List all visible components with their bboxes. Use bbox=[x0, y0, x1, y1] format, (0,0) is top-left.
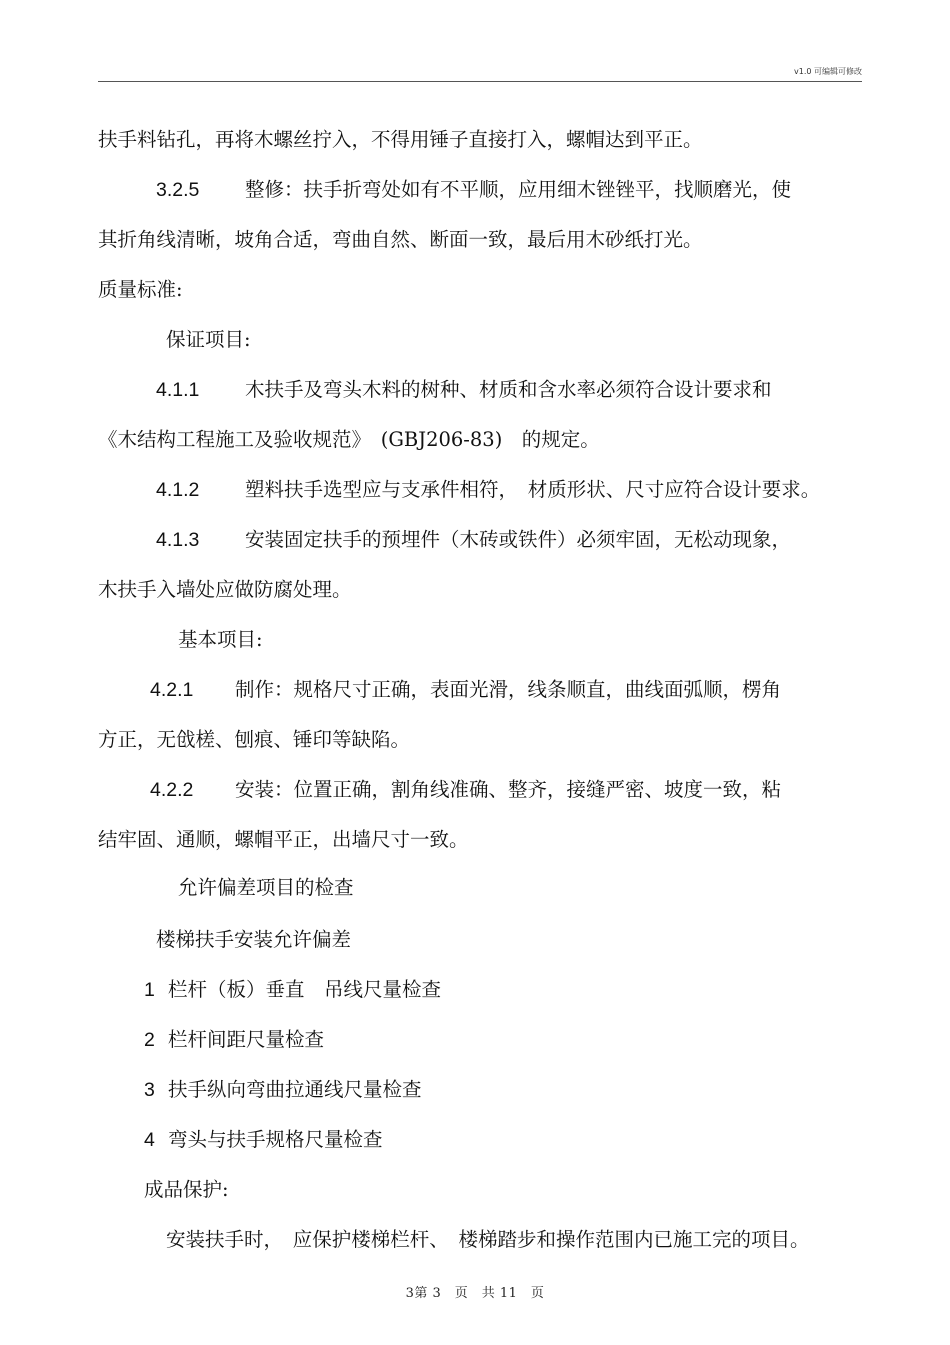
paragraph-line: 木扶手入墙处应做防腐处理。 bbox=[98, 578, 352, 601]
list-item-number: 4 bbox=[144, 1129, 155, 1151]
list-item: 弯头与扶手规格尺量检查 bbox=[168, 1128, 383, 1151]
paragraph-line: 安装扶手时， 应保护楼梯栏杆、 楼梯踏步和操作范围内已施工完的项目。 bbox=[166, 1228, 810, 1251]
heading-deviation-check: 允许偏差项目的检查 bbox=[178, 876, 354, 899]
heading-basic-items: 基本项目: bbox=[178, 628, 263, 651]
heading-stair-deviation: 楼梯扶手安装允许偏差 bbox=[156, 928, 352, 951]
list-item: 扶手纵向弯曲拉通线尺量检查 bbox=[168, 1078, 422, 1101]
section-number: 4.1.2 bbox=[156, 479, 200, 501]
paragraph-line: 方正，无戗槎、刨痕、锤印等缺陷。 bbox=[98, 728, 411, 751]
section-text: 整修：扶手折弯处如有不平顺，应用细木锉锉平，找顺磨光，使 bbox=[245, 178, 792, 201]
header-divider bbox=[98, 81, 862, 82]
section-text: 塑料扶手选型应与支承件相符， 材质形状、尺寸应符合设计要求。 bbox=[245, 478, 821, 501]
header-version-label: v1.0 可编辑可修改 bbox=[794, 67, 862, 76]
section-number: 4.1.1 bbox=[156, 379, 200, 401]
paragraph-line: 《木结构工程施工及验收规范》 (GBJ206-83) 的规定。 bbox=[98, 428, 600, 451]
heading-quality-standard: 质量标准: bbox=[98, 278, 183, 301]
section-number: 4.2.1 bbox=[150, 679, 194, 701]
section-text: 安装：位置正确，割角线准确、整齐，接缝严密、坡度一致，粘 bbox=[235, 778, 782, 801]
list-item-number: 1 bbox=[144, 979, 155, 1001]
section-number: 4.1.3 bbox=[156, 529, 200, 551]
heading-guarantee-items: 保证项目: bbox=[166, 328, 251, 351]
list-item: 栏杆（板）垂直 吊线尺量检查 bbox=[168, 978, 442, 1001]
section-number: 4.2.2 bbox=[150, 779, 194, 801]
paragraph-line: 结牢固、通顺，螺帽平正，出墙尺寸一致。 bbox=[98, 828, 469, 851]
list-item: 栏杆间距尺量检查 bbox=[168, 1028, 325, 1051]
paragraph-line: 其折角线清晰，坡角合适，弯曲自然、断面一致，最后用木砂纸打光。 bbox=[98, 228, 703, 251]
section-number: 3.2.5 bbox=[156, 179, 200, 201]
list-item-number: 3 bbox=[144, 1079, 155, 1101]
page-number: 3第 3 页 共 11 页 bbox=[405, 1286, 545, 1301]
heading-product-protection: 成品保护: bbox=[144, 1178, 229, 1201]
section-text: 木扶手及弯头木料的树种、材质和含水率必须符合设计要求和 bbox=[245, 378, 772, 401]
paragraph-line: 扶手料钻孔，再将木螺丝拧入，不得用锤子直接打入，螺帽达到平正。 bbox=[98, 128, 703, 151]
section-text: 制作：规格尺寸正确，表面光滑，线条顺直，曲线面弧顺，楞角 bbox=[235, 678, 782, 701]
section-text: 安装固定扶手的预埋件（木砖或铁件）必须牢固，无松动现象， bbox=[245, 528, 792, 551]
list-item-number: 2 bbox=[144, 1029, 155, 1051]
